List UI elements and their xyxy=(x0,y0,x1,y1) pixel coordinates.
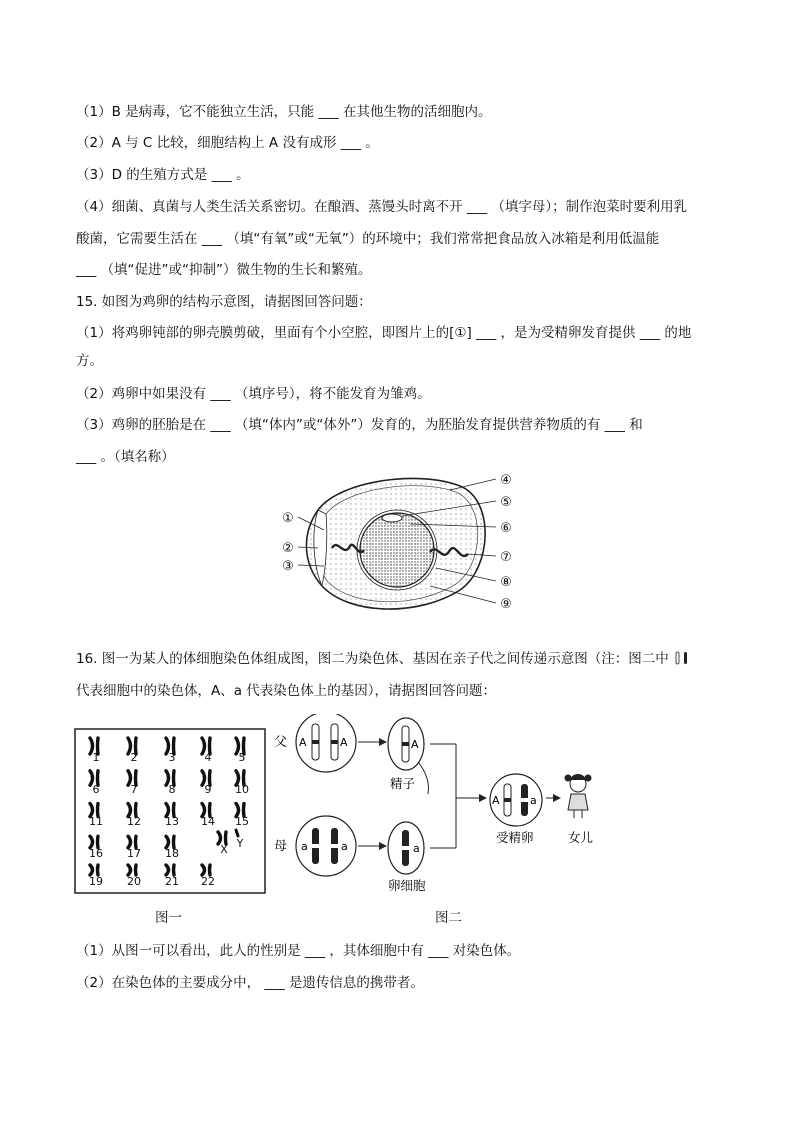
karyotype-number-22: 22 xyxy=(201,875,215,888)
karyotype-number-18: 18 xyxy=(165,847,179,860)
karyotype-number-4: 4 xyxy=(204,751,212,764)
q14-line-4: （4）细菌、真菌与人类生活关系密切。在酿酒、蒸馒头时离不开 ___ （填字母）；制作泡菜时要利用乳 xyxy=(76,199,688,215)
chromosome-legend-icon xyxy=(673,651,691,665)
karyotype-number-12: 12 xyxy=(127,815,141,828)
q15-line-3: （2）鸡卵中如果没有 ___ （填序号），将不能发育为雏鸡。 xyxy=(76,386,431,402)
karyotype-number-14: 14 xyxy=(201,815,215,828)
karyotype-number-8: 8 xyxy=(168,783,176,796)
karyotype-number-X: X xyxy=(220,843,228,856)
karyotype-number-6: 6 xyxy=(92,783,100,796)
karyotype-number-19: 19 xyxy=(89,875,103,888)
egg-label-2: ② xyxy=(282,541,294,556)
zygote-gene-a: a xyxy=(530,794,537,807)
q15-line-2: 方。 xyxy=(76,353,103,369)
egg-label-4: ④ xyxy=(500,473,512,488)
karyotype-number-20: 20 xyxy=(127,875,141,888)
sperm-gene: A xyxy=(411,738,419,751)
karyotype-number-10: 10 xyxy=(235,783,249,796)
karyotype-number-1: 1 xyxy=(92,751,100,764)
zygote-label: 受精卵 xyxy=(496,830,534,845)
egg-structure-diagram xyxy=(270,468,530,618)
egg-cell-label: 卵细胞 xyxy=(388,878,426,893)
q14-line-1: （1）B 是病毒，它不能独立生活，只能 ___ 在其他生物的活细胞内。 xyxy=(76,104,492,120)
daughter-icon xyxy=(565,774,592,818)
germinal-disc xyxy=(382,514,402,522)
father-gene-left: A xyxy=(299,736,307,749)
karyotype-number-16: 16 xyxy=(89,847,103,860)
egg-label-9: ⑨ xyxy=(500,597,512,612)
karyotype-number-9: 9 xyxy=(204,783,212,796)
zygote-gene-A: A xyxy=(492,794,500,807)
q15-line-5: ___ 。（填名称） xyxy=(76,449,175,465)
karyotype-number-Y: Y xyxy=(236,837,244,850)
q16-line-2: 代表细胞中的染色体，A、a 代表染色体上的基因），请据图回答问题： xyxy=(76,683,497,699)
egg-label-5: ⑤ xyxy=(500,495,512,510)
q15-title: 15. 如图为鸡卵的结构示意图，请据图回答问题： xyxy=(76,294,372,310)
karyotype-number-5: 5 xyxy=(238,751,246,764)
q16-line-1 xyxy=(76,650,691,668)
inheritance-figure xyxy=(268,714,608,900)
karyotype-number-2: 2 xyxy=(130,751,138,764)
father-label: 父 xyxy=(274,735,288,750)
karyotype-figure xyxy=(74,728,266,894)
egg-label-6: ⑥ xyxy=(500,521,512,536)
karyotype-number-11: 11 xyxy=(89,815,103,828)
q16-answer-2: （2）在染色体的主要成分中， ___ 是遗传信息的携带者。 xyxy=(76,975,424,991)
q14-line-5: 酸菌，它需要生活在 ___ （填“有氧”或“无氧”）的环境中；我们常常把食品放入冰箱是利用低温能 xyxy=(76,231,660,247)
q15-line-4: （3）鸡卵的胚胎是在 ___ （填“体内”或“体外”）发育的，为胚胎发育提供营养物质的有 ___ 和 xyxy=(76,417,643,433)
karyotype-number-13: 13 xyxy=(165,815,179,828)
egg-gene: a xyxy=(413,842,420,855)
father-gene-right: A xyxy=(340,736,348,749)
sperm-label: 精子 xyxy=(390,776,416,791)
karyotype-number-17: 17 xyxy=(127,847,141,860)
mother-gene-left: a xyxy=(301,840,308,853)
q16-answer-1: （1）从图一可以看出，此人的性别是 ___ ，其体细胞中有 ___ 对染色体。 xyxy=(76,943,521,959)
q16-line-1-text: 16. 图一为某人的体细胞染色体组成图，图二为染色体、基因在亲子代之间传递示意图（注：图二中 xyxy=(76,651,669,667)
fig1-caption: 图一 xyxy=(155,910,182,926)
egg-label-8: ⑧ xyxy=(500,575,512,590)
egg-label-3: ③ xyxy=(282,559,294,574)
fig2-caption: 图二 xyxy=(435,910,462,926)
karyotype-number-3: 3 xyxy=(168,751,176,764)
q14-line-2: （2）A 与 C 比较，细胞结构上 A 没有成形 ___ 。 xyxy=(76,135,379,151)
egg-label-1: ① xyxy=(282,511,294,526)
q15-line-1: （1）将鸡卵钝部的卵壳膜剪破，里面有个小空腔，即图片上的[①] ___ ，是为受精卵发育提供 ___ 的地 xyxy=(76,325,692,341)
q14-line-3: （3）D 的生殖方式是 ___ 。 xyxy=(76,167,250,183)
egg-label-7: ⑦ xyxy=(500,550,512,565)
mother-label: 母 xyxy=(274,839,288,854)
q14-line-6: ___ （填“促进”或“抑制”）微生物的生长和繁殖。 xyxy=(76,262,372,278)
mother-gene-right: a xyxy=(341,840,348,853)
karyotype-number-21: 21 xyxy=(165,875,179,888)
karyotype-number-7: 7 xyxy=(130,783,138,796)
karyotype-number-15: 15 xyxy=(235,815,249,828)
daughter-label: 女儿 xyxy=(568,830,594,845)
